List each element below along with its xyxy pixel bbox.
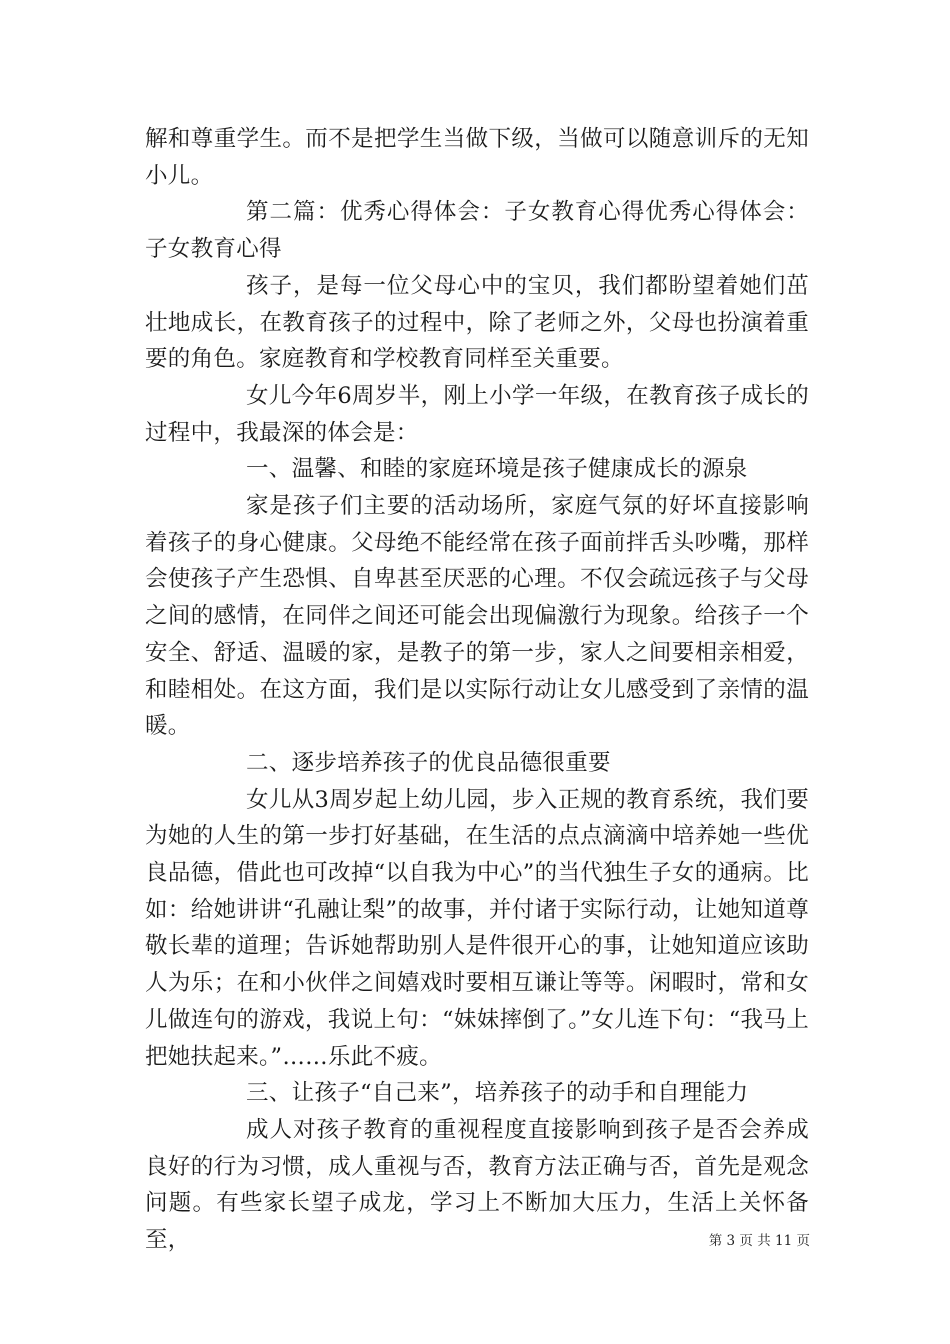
body-paragraph: 孩子，是每一位父母心中的宝贝，我们都盼望着她们茁壮地成长，在教育孩子的过程中，除了老师之外，父母也扮演着重要的角色。家庭教育和学校教育同样至关重要。 (145, 272, 809, 373)
article-title: 第二篇：优秀心得体会：子女教育心得优秀心得体会：子女教育心得 (145, 199, 809, 263)
section-heading-2: 二、逐步培养孩子的优良品德很重要 (246, 749, 611, 776)
section-heading-3: 三、让孩子“自己来”，培养孩子的动手和自理能力 (246, 1080, 749, 1107)
body-paragraph: 女儿今年6周岁半，刚上小学一年级，在教育孩子成长的过程中，我最深的体会是： (145, 382, 809, 446)
page-number-footer: 第 3 页 共 11 页 (708, 1233, 810, 1249)
body-paragraph: 家是孩子们主要的活动场所，家庭气氛的好坏直接影响着孩子的身心健康。父母绝不能经常在孩子面前拌舌头吵嘴，那样会使孩子产生恐惧、自卑甚至厌恶的心理。不仅会疏远孩子与父母之间的感情，在同伴之间还可能会出现偏激行为现象。给孩子一个安全、舒适、温暖的家，是教子的第一步，家人之间要相亲相爱，和睦相处。在这方面，我们是以实际行动让女儿感受到了亲情的温暖。 (145, 493, 809, 740)
section-heading-1: 一、温馨、和睦的家庭环境是孩子健康成长的源泉 (246, 456, 748, 483)
body-paragraph: 解和尊重学生。而不是把学生当做下级，当做可以随意训斥的无知小儿。 (145, 126, 809, 189)
document-body (145, 121, 809, 1259)
body-paragraph: 女儿从3周岁起上幼儿园，步入正规的教育系统，我们要为她的人生的第一步打好基础，在生活的点点滴滴中培养她一些优良品德，借此也可改掉“以自我为中心”的当代独生子女的通病。比如：给她讲讲“孔融让梨”的故事，并付诸于实际行动，让她知道尊敬长辈的道理；告诉她帮助别人是件很开心的事，让她知道应该助人为乐；在和小伙伴之间嬉戏时要相互谦让等等。闲暇时，常和女儿做连句的游戏，我说上句：“妹妹摔倒了。”女儿连下句：“我马上把她扶起来。”……乐此不疲。 (145, 786, 809, 1070)
body-paragraph: 成人对孩子教育的重视程度直接影响到孩子是否会养成良好的行为习惯，成人重视与否，教育方法正确与否，首先是观念问题。有些家长望子成龙，学习上不断加大压力，生活上关怀备至， (145, 1116, 809, 1254)
